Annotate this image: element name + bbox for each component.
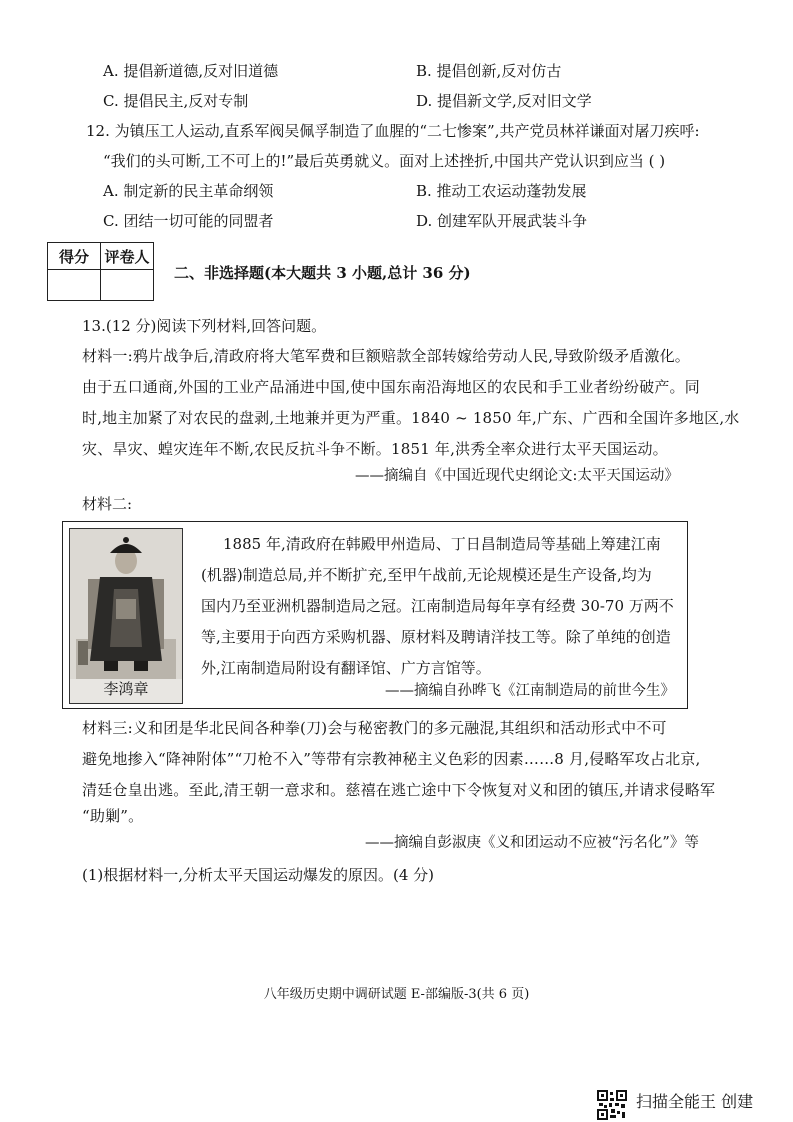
q12-option-d: D. 创建军队开展武装斗争 — [416, 212, 588, 230]
portrait-photo — [69, 528, 183, 704]
material-2-box — [62, 521, 688, 709]
material-3-line-3: 清廷仓皇出逃。至此,清王朝一意求和。慈禧在逃亡途中下令恢复对义和团的镇压,并请求侵略军 — [82, 781, 716, 799]
portrait-caption: 李鸿章 — [103, 680, 149, 698]
material-3-source: ——摘编自彭淑庚《义和团运动不应被“污名化”》等 — [365, 835, 699, 851]
material-2-line-4: 等,主要用于向西方采购机器、原材料及聘请洋技工等。除了单纯的创造 — [201, 628, 671, 646]
material-1-line-3: 时,地主加紧了对农民的盘剥,土地兼并更为严重。1840 ~ 1850 年,广东、广西和全国许多地区,水 — [82, 409, 740, 427]
material-3-line-2: 避免地掺入“降神附体”“刀枪不入”等带有宗教神秘主义色彩的因素……8 月,侵略军攻占北京, — [82, 750, 701, 768]
q13-intro: 13.(12 分)阅读下列材料,回答问题。 — [82, 317, 327, 335]
scanner-watermark-text: 扫描全能王 创建 — [636, 1092, 754, 1111]
material-1-line-1: 材料一:鸦片战争后,清政府将大笔军费和巨额赔款全部转嫁给劳动人民,导致阶级矛盾激化。 — [82, 347, 690, 365]
material-2-line-3: 国内乃至亚洲机器制造局之冠。江南制造局每年享有经费 30-70 万两不 — [201, 597, 674, 615]
material-3-line-1: 材料三:义和团是华北民间各种拳(刀)会与秘密教门的多元融混,其组织和活动形式中不可 — [82, 719, 667, 737]
q12-option-b: B. 推动工农运动蓬勃发展 — [416, 182, 587, 200]
material-3-line-4: “助剿”。 — [82, 807, 144, 825]
q11-option-a: A. 提倡新道德,反对旧道德 — [103, 62, 279, 80]
score-header: 得分 — [48, 243, 101, 270]
q12-stem-line-2: “我们的头可断,工不可上的!”最后英勇就义。面对上述挫折,中国共产党认识到应当 ( ) — [103, 152, 666, 170]
q11-option-d: D. 提倡新文学,反对旧文学 — [416, 92, 592, 110]
q11-option-c: C. 提倡民主,反对专制 — [103, 92, 249, 110]
page-footer: 八年级历史期中调研试题 E-部编版-3(共 6 页) — [263, 987, 530, 1002]
material-1-source: ——摘编自《中国近现代史纲论文:太平天国运动》 — [355, 468, 679, 484]
material-2-source: ——摘编自孙晔飞《江南制造局的前世今生》 — [385, 683, 675, 699]
material-1-line-4: 灾、旱灾、蝗灾连年不断,农民反抗斗争不断。1851 年,洪秀全率众进行太平天国运动。 — [82, 440, 668, 458]
score-table — [47, 242, 154, 301]
grader-header: 评卷人 — [101, 243, 154, 270]
material-2-line-1: 1885 年,清政府在韩殿甲州造局、丁日昌制造局等基础上筹建江南 — [223, 535, 661, 553]
q11-option-b: B. 提倡创新,反对仿古 — [416, 62, 562, 80]
score-cell — [48, 270, 101, 301]
q12-stem-line-1: 12. 为镇压工人运动,直系军阀吴佩孚制造了血腥的“二七惨案”,共产党员林祥谦面对屠刀疾呼: — [86, 122, 700, 140]
qr-code-icon — [597, 1090, 627, 1120]
material-2-line-5: 外,江南制造局附设有翻译馆、广方言馆等。 — [201, 659, 491, 677]
section-2-title: 二、非选择题(本大题共 3 小题,总计 36 分) — [174, 264, 471, 282]
material-1-line-2: 由于五口通商,外国的工业产品涌进中国,使中国东南沿海地区的农民和手工业者纷纷破产。同 — [82, 378, 700, 396]
grader-cell — [101, 270, 154, 301]
material-2-label: 材料二: — [82, 495, 133, 513]
q12-option-a: A. 制定新的民主革命纲领 — [103, 182, 274, 200]
portrait-image — [70, 529, 182, 679]
q12-option-c: C. 团结一切可能的同盟者 — [103, 212, 274, 230]
material-2-line-2: (机器)制造总局,并不断扩充,至甲午战前,无论规模还是生产设备,均为 — [201, 566, 652, 584]
q13-sub-question-1: (1)根据材料一,分析太平天国运动爆发的原因。(4 分) — [82, 866, 435, 884]
